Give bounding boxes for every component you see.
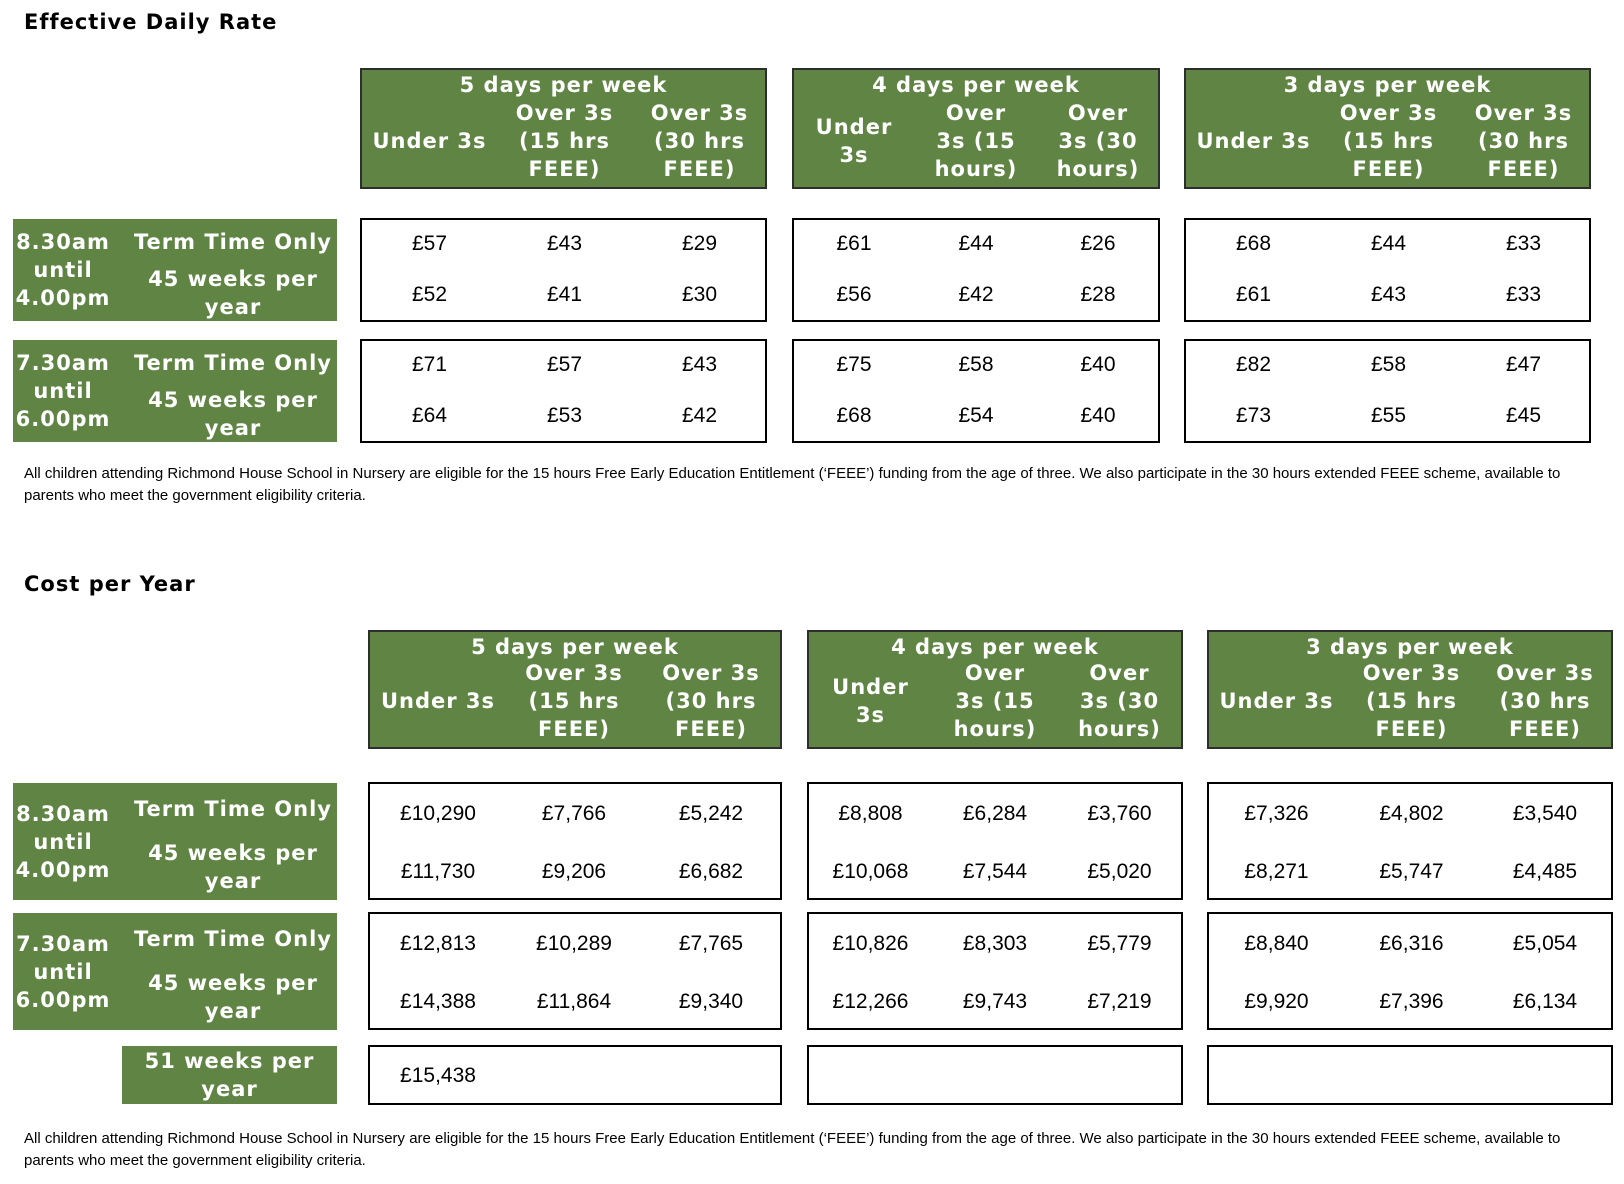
table-cell: £7,766 [541, 802, 607, 825]
table-cell: £8,271 [1244, 860, 1309, 883]
table-cell: £33 [1505, 283, 1542, 306]
group-label: 4 days per week [891, 635, 1099, 659]
col-over-3s-30: Over 3s (30 hours) [1056, 101, 1140, 181]
table-cell: £7,396 [1379, 990, 1444, 1013]
header-5-days [368, 630, 782, 749]
header-3-days [1207, 630, 1613, 749]
section-title-daily-rate: Effective Daily Rate [24, 10, 278, 34]
group-label: 3 days per week [1306, 635, 1514, 659]
table-cell: £6,682 [678, 860, 744, 883]
table-cell: £57 [546, 353, 583, 376]
data-box-3-days-row3 [1207, 1045, 1613, 1105]
row-label-51-weeks: 51 weeks per year [122, 1046, 337, 1104]
table-cell: £61 [1235, 283, 1272, 306]
table-cell: £7,765 [678, 932, 744, 955]
table-cell: £41 [546, 283, 583, 306]
col-under-3s: Under 3s [815, 115, 893, 167]
table-cell: £5,054 [1512, 932, 1578, 955]
table-cell: £45 [1505, 404, 1542, 427]
table-cell: £7,544 [962, 860, 1028, 883]
table-cell: £8,808 [838, 802, 903, 825]
table-cell: £10,826 [832, 932, 909, 955]
table-cell: £10,289 [536, 932, 612, 955]
row-label-830-400 [13, 219, 337, 321]
table-cell: £11,864 [536, 990, 612, 1013]
group-label: 5 days per week [459, 73, 668, 97]
table-cell: £33 [1505, 232, 1542, 255]
col-over-3s-30: Over 3s (30 hrs FEEE) [662, 661, 760, 741]
table-cell: £71 [411, 353, 448, 376]
col-under-3s: Under 3s [1196, 129, 1311, 153]
table-cell: £73 [1235, 404, 1272, 427]
table-cell: £28 [1080, 283, 1116, 306]
row-term: Term Time Only [134, 230, 332, 254]
col-over-3s-15: Over 3s (15 hrs FEEE) [1362, 661, 1461, 741]
table-cell: £26 [1080, 232, 1116, 255]
table-cell: £6,284 [962, 802, 1028, 825]
table-cell: £57 [411, 232, 448, 255]
table-cell: £6,316 [1379, 932, 1444, 955]
table-cell: £15,438 [400, 1064, 476, 1087]
header-4-days [807, 630, 1183, 749]
col-over-3s-30: Over 3s (30 hrs FEEE) [650, 101, 749, 181]
data-box-3-days-row2 [1207, 912, 1613, 1030]
row-time: 7.30am until 6.00pm [15, 931, 111, 1012]
data-box-3-days-row1 [1207, 782, 1613, 900]
group-label: 3 days per week [1283, 73, 1492, 97]
table-cell: £5,020 [1087, 860, 1152, 883]
table-cell: £9,743 [962, 990, 1028, 1013]
table-cell: £68 [1235, 232, 1272, 255]
table-cell: £11,730 [400, 860, 476, 883]
table-cell: £58 [1370, 353, 1407, 376]
data-box-4-days-row2 [807, 912, 1183, 1030]
row-weeks: 45 weeks per year [148, 388, 318, 440]
table-cell: £10,068 [832, 860, 909, 883]
table-cell: £43 [546, 232, 583, 255]
table-cell: £55 [1370, 404, 1407, 427]
table-cell: £43 [681, 353, 718, 376]
table-cell: £30 [681, 283, 718, 306]
header-3-days [1184, 68, 1591, 189]
row-weeks: 45 weeks per year [148, 267, 318, 319]
col-over-3s-15: Over 3s (15 hrs FEEE) [515, 101, 614, 181]
data-box-5-days-row2 [360, 339, 767, 443]
table-cell: £12,813 [400, 932, 476, 955]
data-box-3-days-row2 [1184, 339, 1591, 443]
table-cell: £3,760 [1087, 802, 1152, 825]
row-term: Term Time Only [134, 797, 332, 821]
table-cell: £64 [411, 404, 448, 427]
data-box-4-days-row3 [807, 1045, 1183, 1105]
table-cell: £53 [546, 404, 583, 427]
table-cell: £44 [958, 232, 994, 255]
col-under-3s: Under 3s [372, 129, 487, 153]
row-term: Term Time Only [134, 351, 332, 375]
data-box-3-days-row1 [1184, 218, 1591, 322]
table-cell: £68 [836, 404, 872, 427]
table-cell: £9,920 [1244, 990, 1309, 1013]
col-over-3s-30: Over 3s (30 hours) [1078, 661, 1161, 741]
col-over-3s-30: Over 3s (30 hrs FEEE) [1496, 661, 1594, 741]
table-cell: £5,779 [1087, 932, 1152, 955]
group-label: 5 days per week [471, 635, 679, 659]
col-under-3s: Under 3s [832, 675, 909, 727]
data-box-5-days-row1 [360, 218, 767, 322]
row-time: 8.30am until 4.00pm [15, 230, 111, 310]
data-box-4-days-row1 [792, 218, 1160, 322]
table-cell: £43 [1370, 283, 1407, 306]
table-cell: £5,242 [678, 802, 744, 825]
row-time: 8.30am until 4.00pm [15, 801, 111, 882]
data-box-5-days-row2 [368, 912, 782, 1030]
table-cell: £6,134 [1512, 990, 1578, 1013]
table-cell: £44 [1370, 232, 1407, 255]
table-cell: £40 [1080, 353, 1116, 376]
table-cell: £9,206 [541, 860, 607, 883]
col-under-3s: Under 3s [1219, 689, 1334, 713]
table-cell: £54 [958, 404, 994, 427]
table-cell: £47 [1505, 353, 1542, 376]
table-cell: £56 [836, 283, 872, 306]
group-label: 4 days per week [872, 73, 1080, 97]
table-cell: £82 [1235, 353, 1272, 376]
table-cell: £4,485 [1512, 860, 1578, 883]
table-cell: £12,266 [832, 990, 909, 1013]
table-cell: £14,388 [400, 990, 476, 1013]
table-cell: £61 [836, 232, 872, 255]
data-box-4-days-row2 [792, 339, 1160, 443]
eligibility-note: All children attending Richmond House School in Nursery are eligible for the 15 hours Free Early Education Entitlement (‘FEEE’) funding from the age of three. We also participate in the 30 hours extended FEEE scheme, available to parents who meet the government eligibility criteria. [24, 1130, 1561, 1169]
table-cell: £7,326 [1244, 802, 1309, 825]
table-cell: £5,747 [1379, 860, 1444, 883]
table-cell: £8,840 [1244, 932, 1309, 955]
row-term: Term Time Only [134, 927, 332, 951]
data-box-5-days-row3 [368, 1045, 782, 1105]
table-cell: £10,290 [400, 802, 476, 825]
table-cell: £4,802 [1379, 802, 1444, 825]
table-cell: £7,219 [1087, 990, 1152, 1013]
table-cell: £42 [681, 404, 718, 427]
row-time: 7.30am until 6.00pm [15, 351, 111, 431]
table-cell: £3,540 [1512, 802, 1578, 825]
eligibility-note: All children attending Richmond House School in Nursery are eligible for the 15 hours Free Early Education Entitlement (‘FEEE’) funding from the age of three. We also participate in the 30 hours extended FEEE scheme, available to parents who meet the government eligibility criteria. [24, 465, 1561, 504]
row-label-730-600 [13, 913, 337, 1030]
row-weeks: 45 weeks per year [148, 841, 318, 893]
col-over-3s-30: Over 3s (30 hrs FEEE) [1474, 101, 1573, 181]
table-cell: £9,340 [678, 990, 744, 1013]
col-over-3s-15: Over 3s (15 hrs FEEE) [1339, 101, 1438, 181]
table-cell: £75 [836, 353, 872, 376]
table-cell: £29 [681, 232, 718, 255]
data-box-4-days-row1 [807, 782, 1183, 900]
col-under-3s: Under 3s [380, 689, 496, 713]
col-over-3s-15: Over 3s (15 hours) [953, 661, 1037, 741]
row-label-730-600 [13, 340, 337, 442]
section-title-cost-per-year: Cost per Year [24, 572, 196, 596]
col-over-3s-15: Over 3s (15 hrs FEEE) [525, 661, 623, 741]
data-box-5-days-row1 [368, 782, 782, 900]
row-weeks: 45 weeks per year [148, 971, 318, 1023]
header-4-days [792, 68, 1160, 189]
header-5-days [360, 68, 767, 189]
table-cell: £52 [411, 283, 448, 306]
col-over-3s-15: Over 3s (15 hours) [934, 101, 1018, 181]
table-cell: £8,303 [962, 932, 1028, 955]
table-cell: £58 [958, 353, 994, 376]
table-cell: £42 [958, 283, 994, 306]
table-cell: £40 [1080, 404, 1116, 427]
row-label-830-400 [13, 783, 337, 900]
